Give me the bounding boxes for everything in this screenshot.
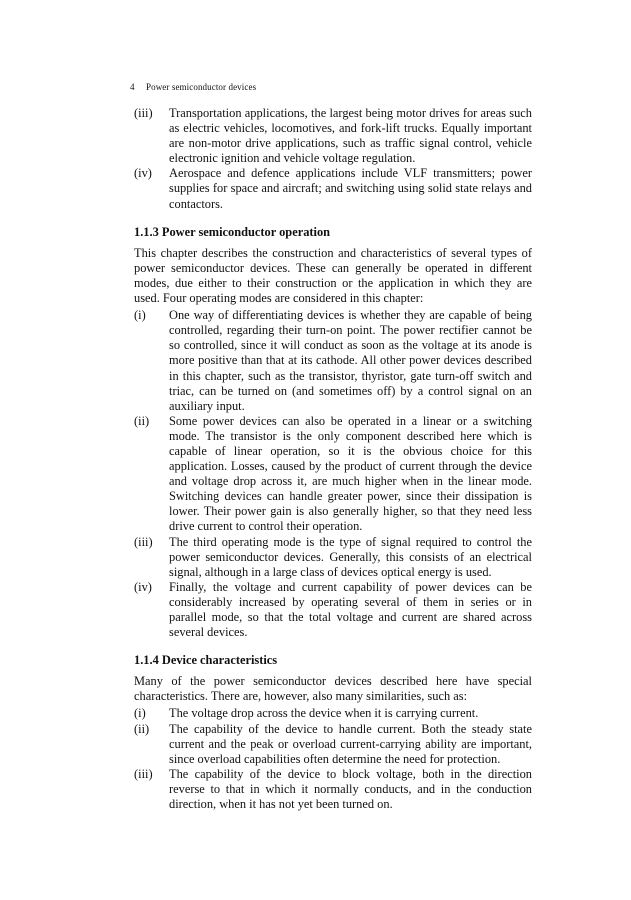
- list-item-label: (iii): [134, 534, 153, 549]
- running-header: [130, 82, 256, 92]
- list-item-label: (ii): [134, 413, 150, 428]
- list-item: [134, 580, 532, 640]
- list-item-text: The voltage drop across the device when it is carrying current.: [169, 706, 479, 721]
- list-item-text: The capability of the device to block voltage, both in the direction reverse to that in which it normally conducts, and in the conduction direction, when it has not yet been turned on.: [169, 766, 532, 812]
- list-item-text: The capability of the device to handle current. Both the steady state current and the peak or overload current-carrying ability are important, since overload capabilities often determine the need for protection.: [169, 721, 532, 766]
- list-item: [134, 414, 532, 535]
- list-item-text: Finally, the voltage and current capability of power devices can be considerably increased by operating several of them in series or in parallel mode, so that the total voltage and current are shared across several devices.: [169, 579, 532, 640]
- list-item-text: The third operating mode is the type of signal required to control the power semiconductor devices. Generally, this consists of an electrical signal, although in a large class of devices optical energy is used.: [169, 534, 532, 579]
- list-item: [134, 706, 532, 721]
- list-item-text: Some power devices can also be operated in a linear or a switching mode. The transistor is the only component described here which is capable of linear operation, so it is the obvious choice for this application. Losses, caused by the product of current through the device and voltage drop across it, are much higher when in the linear mode. Switching devices can handle greater power, since their dissipation is lower. Their power gain is also generally higher, so that they need less drive current to control their operation.: [169, 413, 532, 534]
- list-item-label: (iii): [134, 106, 153, 120]
- list-item-text: Aerospace and defence applications include VLF transmitters; power supplies for space and aircraft; and switching using solid state relays and contactors.: [169, 166, 532, 211]
- section-heading-1-1-4: 1.1.4 Device characteristics: [134, 653, 278, 668]
- list-item-label: (iii): [134, 766, 153, 781]
- list-item-label: (ii): [134, 721, 150, 736]
- list-item-label: (i): [134, 706, 146, 721]
- list-item-label: (iv): [134, 166, 152, 181]
- list-item: [134, 166, 532, 211]
- list-item-text: One way of differentiating devices is whether they are capable of being controlled, regarding their turn-on point. The power rectifier cannot be so controlled, since it will conduct as soon as the voltage at its anode is more positive than that at its cathode. All other power devices described in this chapter, such as the transistor, thyristor, gate turn-off switch and triac, can be turned on (and sometimes off) by a control signal on an auxiliary input.: [169, 308, 532, 413]
- list-item: [134, 308, 532, 414]
- section-heading-1-1-3: 1.1.3 Power semiconductor operation: [134, 224, 331, 239]
- list-item: [134, 767, 532, 812]
- list-item-text: Transportation applications, the largest being motor drives for areas such as electric vehicles, locomotives, and fork-lift trucks. Equally important are non-motor drive applications, such as traffic signal control, vehicle electronic ignition and vehicle voltage regulation.: [169, 106, 532, 166]
- list-item: [134, 722, 532, 767]
- running-title: Power semiconductor devices: [146, 82, 257, 92]
- list-item-label: (i): [134, 308, 146, 323]
- body-text: [134, 106, 532, 812]
- list-item: [134, 535, 532, 580]
- list-item-label: (iv): [134, 579, 152, 594]
- section-intro-paragraph: Many of the power semiconductor devices described here have special characteristics. There are, however, also many similarities, such as:: [134, 674, 532, 704]
- page-number: 4: [130, 82, 135, 92]
- list-item: [134, 106, 532, 166]
- section-intro-paragraph: This chapter describes the construction and characteristics of several types of power semiconductor devices. These can generally be operated in different modes, due either to their construction or the application in which they are used. Four operating modes are considered in this chapter:: [134, 245, 532, 306]
